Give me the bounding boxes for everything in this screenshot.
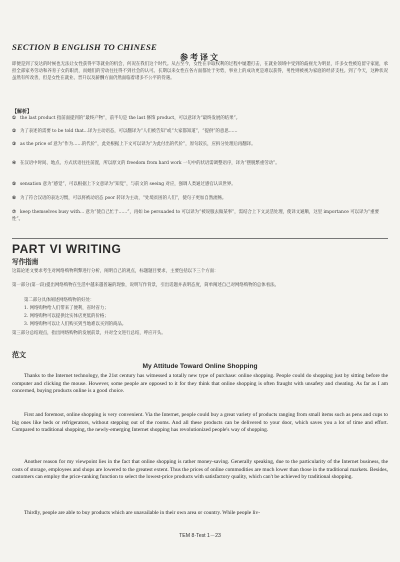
note-number: ⑤ [12,182,16,187]
translation-paragraph: 即便是到了发达的时候也无法让女性获得平等就业的机会，何况在我们这个时代。从古至今，女性在争取权利的过程中屡遭打击，在就业领域中受到的歧视尤为明显，许多女性被迫留守家庭，承担全部家务劳动和养育子女的职责，而她们的劳动往往得不到社会的认可。长期以来女性在各方面都处于劣势，事业上的成功更是难以获得，男性则被视为家庭的经济支柱。到了今天，这种状况虽然有所改善，但是女性在就业、晋升以及薪酬方面仍然面临着诸多不公平的待遇。 [12,62,388,81]
guide-point: 第二部分具体阐述网络购物的好处： [24,298,95,303]
essay-paragraph: Thirdly, people are able to buy products which are unavailable in their own area or country. While people liv- [24,510,261,516]
note-number: ④ [12,161,16,166]
essay-title: My Attitude Toward Online Shopping [142,363,258,370]
note-text: 为了符合汉语的表达习惯，可以将被动语态 poor 转译为主动，“处境贫困的人们”，使句子更加自然流畅。 [20,196,227,201]
essay-paragraph: First and foremost, online shopping is very convenient. Via the Internet, people could buy a great variety of products ranging from small items such as pens and cups to big ones like beds or refrigerators, without stepping out of the rooms. And all these products can be delivered to your door, which saves you a lot of time and effort. Compared to traditional shopping, the newly-emerging Internet shopping has revolutionized people's way of shopping. [12,412,388,434]
essay-paragraph: Thanks to the Internet technology, the 21st century has witnessed a totally new type of purchase: online shopping. People could do shopping just by sitting before the computer and clicking the mouse. However, some people are opposed to it for they think that online shopping is often fraught with unsafety and cheating. As far as I am concerned, buying products online is a good choice. [12,373,388,395]
part-heading: PART VI WRITING [12,242,122,256]
note-text: the last product 指前面提到的“最终产物”，前半句是 the last 修饰 product，可以意译为“最终发展的结果”。 [20,116,241,121]
note-text: as the price of 意为“作为……的代价”，此处根据上下文可以译为“为此付出的代价”，原句较长，应拆分处理后再翻译。 [20,142,256,147]
note-number: ⑦ [12,210,16,215]
essay-paragraph: Another reason for my viewpoint lies in the fact that online shopping is rather money-saving. Generally speaking, due to the particularity of the Internet business, the costs of storage, employees and shops are lowered to the greatest extent. Thus the prices of online commodities are much lower than those in the traditional markets. Besides, customers can employ the price-ranking function to select the lowest-price products with satisfactory quality, which can't be achieved by traditional shopping. [12,459,388,481]
note-text: 在汉语中时间、地点、方式状语往往前置，所以原文的 freedom from hard work 一句中的状语需调整语序，译为“摆脱繁重劳动”。 [20,161,280,166]
guide-point: 3. 网络购物可以让人们购买到当地难以买到的商品。 [24,322,127,327]
reference-translation-title: 参考译文 [180,52,220,62]
guide-intro: 这篇论述文要求考生对网络购物利弊进行分析，阐明自己的观点，标题题目要求，主要包括以下三个方面： [12,269,219,274]
note-text: sensation 意为“感觉”，可以根据上下文意译为“知觉”，与前文的 seeing 对应，强调人类通过感官认识世界。 [20,182,236,187]
guide-point: 2. 网络购物可以提供比实体店更低的价格； [24,314,109,319]
analysis-note [12,142,388,149]
part-subheading: 写作指南 [12,258,39,266]
page-footer: TEM 8·Test 1－23 [179,533,221,539]
section-divider [12,238,388,239]
note-text: 为了表述的需要 to be told that...译为主动语态，可以翻译为“人们被告知”或“大家都知道”，“提供”的意思…… [20,129,238,134]
section-heading: SECTION B ENGLISH TO CHINESE [12,42,157,52]
analysis-note [12,210,388,223]
guide-conclusion: 第三部分总结观点，指出网络购物的发展前景，并对全文进行总结，呼应开头。 [12,331,166,336]
sample-essay-label: 范文 [12,351,26,359]
analysis-note [12,161,388,168]
analysis-label: 【解析】 [12,109,33,115]
note-number: ⑥ [12,196,16,201]
analysis-note [12,182,388,189]
guide-point: 1. 网络购物给人们带来了便利，省时省力； [24,306,109,311]
note-number: ② [12,129,16,134]
analysis-note [12,129,388,136]
analysis-note [12,116,388,123]
note-text: keep themselves busy with... 意为“使自己忙于……”，再如 be persuaded to 可以译为“被说服去做某事”，需结合上下文灵活处理，使译文通顺，这里 importance 可以译为“重要性”。 [12,210,379,222]
analysis-note [12,196,388,203]
note-number: ① [12,116,16,121]
note-number: ③ [12,142,16,147]
guide-structure: 第一部分(第一段)提出网络购物在生活中越来越普遍的现象，说明写作背景，引出话题并表明态度，简单阐述自己对网络购物的总体看法。 [12,283,279,288]
